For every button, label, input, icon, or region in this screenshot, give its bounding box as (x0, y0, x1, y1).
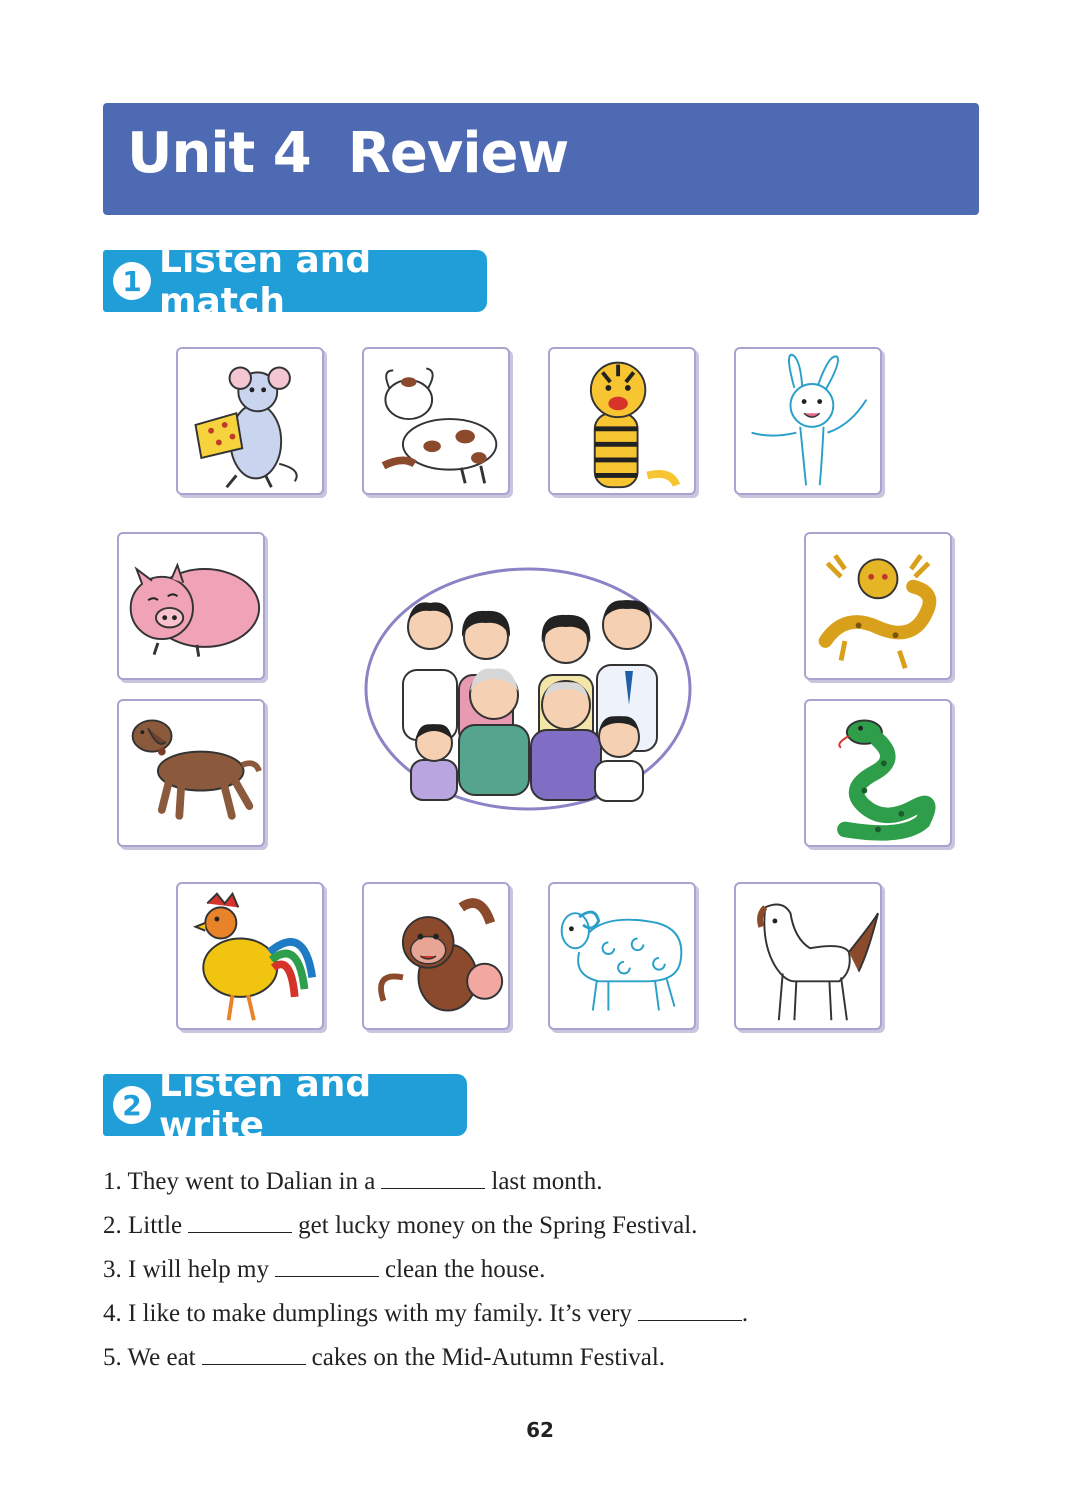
sentence-3 (103, 1248, 983, 1292)
sentence-1-after: last month. (491, 1168, 603, 1195)
rooster-icon (178, 884, 322, 1028)
rat-icon (178, 349, 322, 493)
section-2-number: 2 (113, 1086, 151, 1124)
sentence-3-after: clean the house. (384, 1256, 546, 1283)
snake-icon (806, 701, 950, 845)
pig-icon (119, 534, 263, 678)
family-illustration (363, 565, 693, 813)
dog-card[interactable] (117, 699, 265, 847)
dog-icon (119, 701, 263, 845)
dragon-card[interactable] (804, 532, 952, 680)
tiger-card[interactable] (548, 347, 696, 495)
sheep-card[interactable] (548, 882, 696, 1030)
dragon-icon (806, 534, 950, 678)
ox-card[interactable] (362, 347, 510, 495)
sentence-4 (103, 1292, 983, 1336)
ox-icon (364, 349, 508, 493)
pig-card[interactable] (117, 532, 265, 680)
tiger-icon (550, 349, 694, 493)
sentence-2-blank[interactable] (188, 1212, 292, 1233)
sheep-icon (550, 884, 694, 1028)
section-2-header (103, 1064, 467, 1146)
family-picture (363, 565, 693, 813)
rooster-card[interactable] (176, 882, 324, 1030)
horse-card[interactable] (734, 882, 882, 1030)
section-2-title: Listen and write (159, 1064, 372, 1146)
rabbit-icon (736, 349, 880, 493)
sentence-4-blank[interactable] (638, 1300, 742, 1321)
rabbit-card[interactable] (734, 347, 882, 495)
monkey-card[interactable] (362, 882, 510, 1030)
horse-icon (736, 884, 880, 1028)
sentence-1 (103, 1160, 983, 1204)
unit-banner (103, 103, 979, 215)
sentence-3-blank[interactable] (275, 1256, 379, 1277)
section-1-header (103, 240, 487, 322)
section-1-number: 1 (113, 262, 151, 300)
sentence-2-before: 2. Little (103, 1212, 183, 1239)
sentence-1-blank[interactable] (381, 1168, 485, 1189)
section-1-title: Listen and match (159, 240, 372, 322)
snake-card[interactable] (804, 699, 952, 847)
sentence-list (103, 1160, 983, 1380)
sentence-5-after: cakes on the Mid-Autumn Festival. (311, 1344, 666, 1371)
sentence-3-before: 3. I will help my (103, 1256, 269, 1283)
sentence-5-blank[interactable] (202, 1344, 306, 1365)
sentence-2 (103, 1204, 983, 1248)
sentence-4-before: 4. I like to make dumplings with my family. It’s very (103, 1300, 632, 1327)
sentence-4-after: . (741, 1300, 749, 1327)
rat-card[interactable] (176, 347, 324, 495)
sentence-5 (103, 1336, 983, 1380)
page-number: 62 (526, 1418, 554, 1442)
sentence-1-before: 1. They went to Dalian in a (103, 1168, 376, 1195)
monkey-icon (364, 884, 508, 1028)
sentence-2-after: get lucky money on the Spring Festival. (298, 1212, 698, 1239)
unit-title: Unit 4 Review (127, 121, 569, 186)
sentence-5-before: 5. We eat (103, 1344, 196, 1371)
